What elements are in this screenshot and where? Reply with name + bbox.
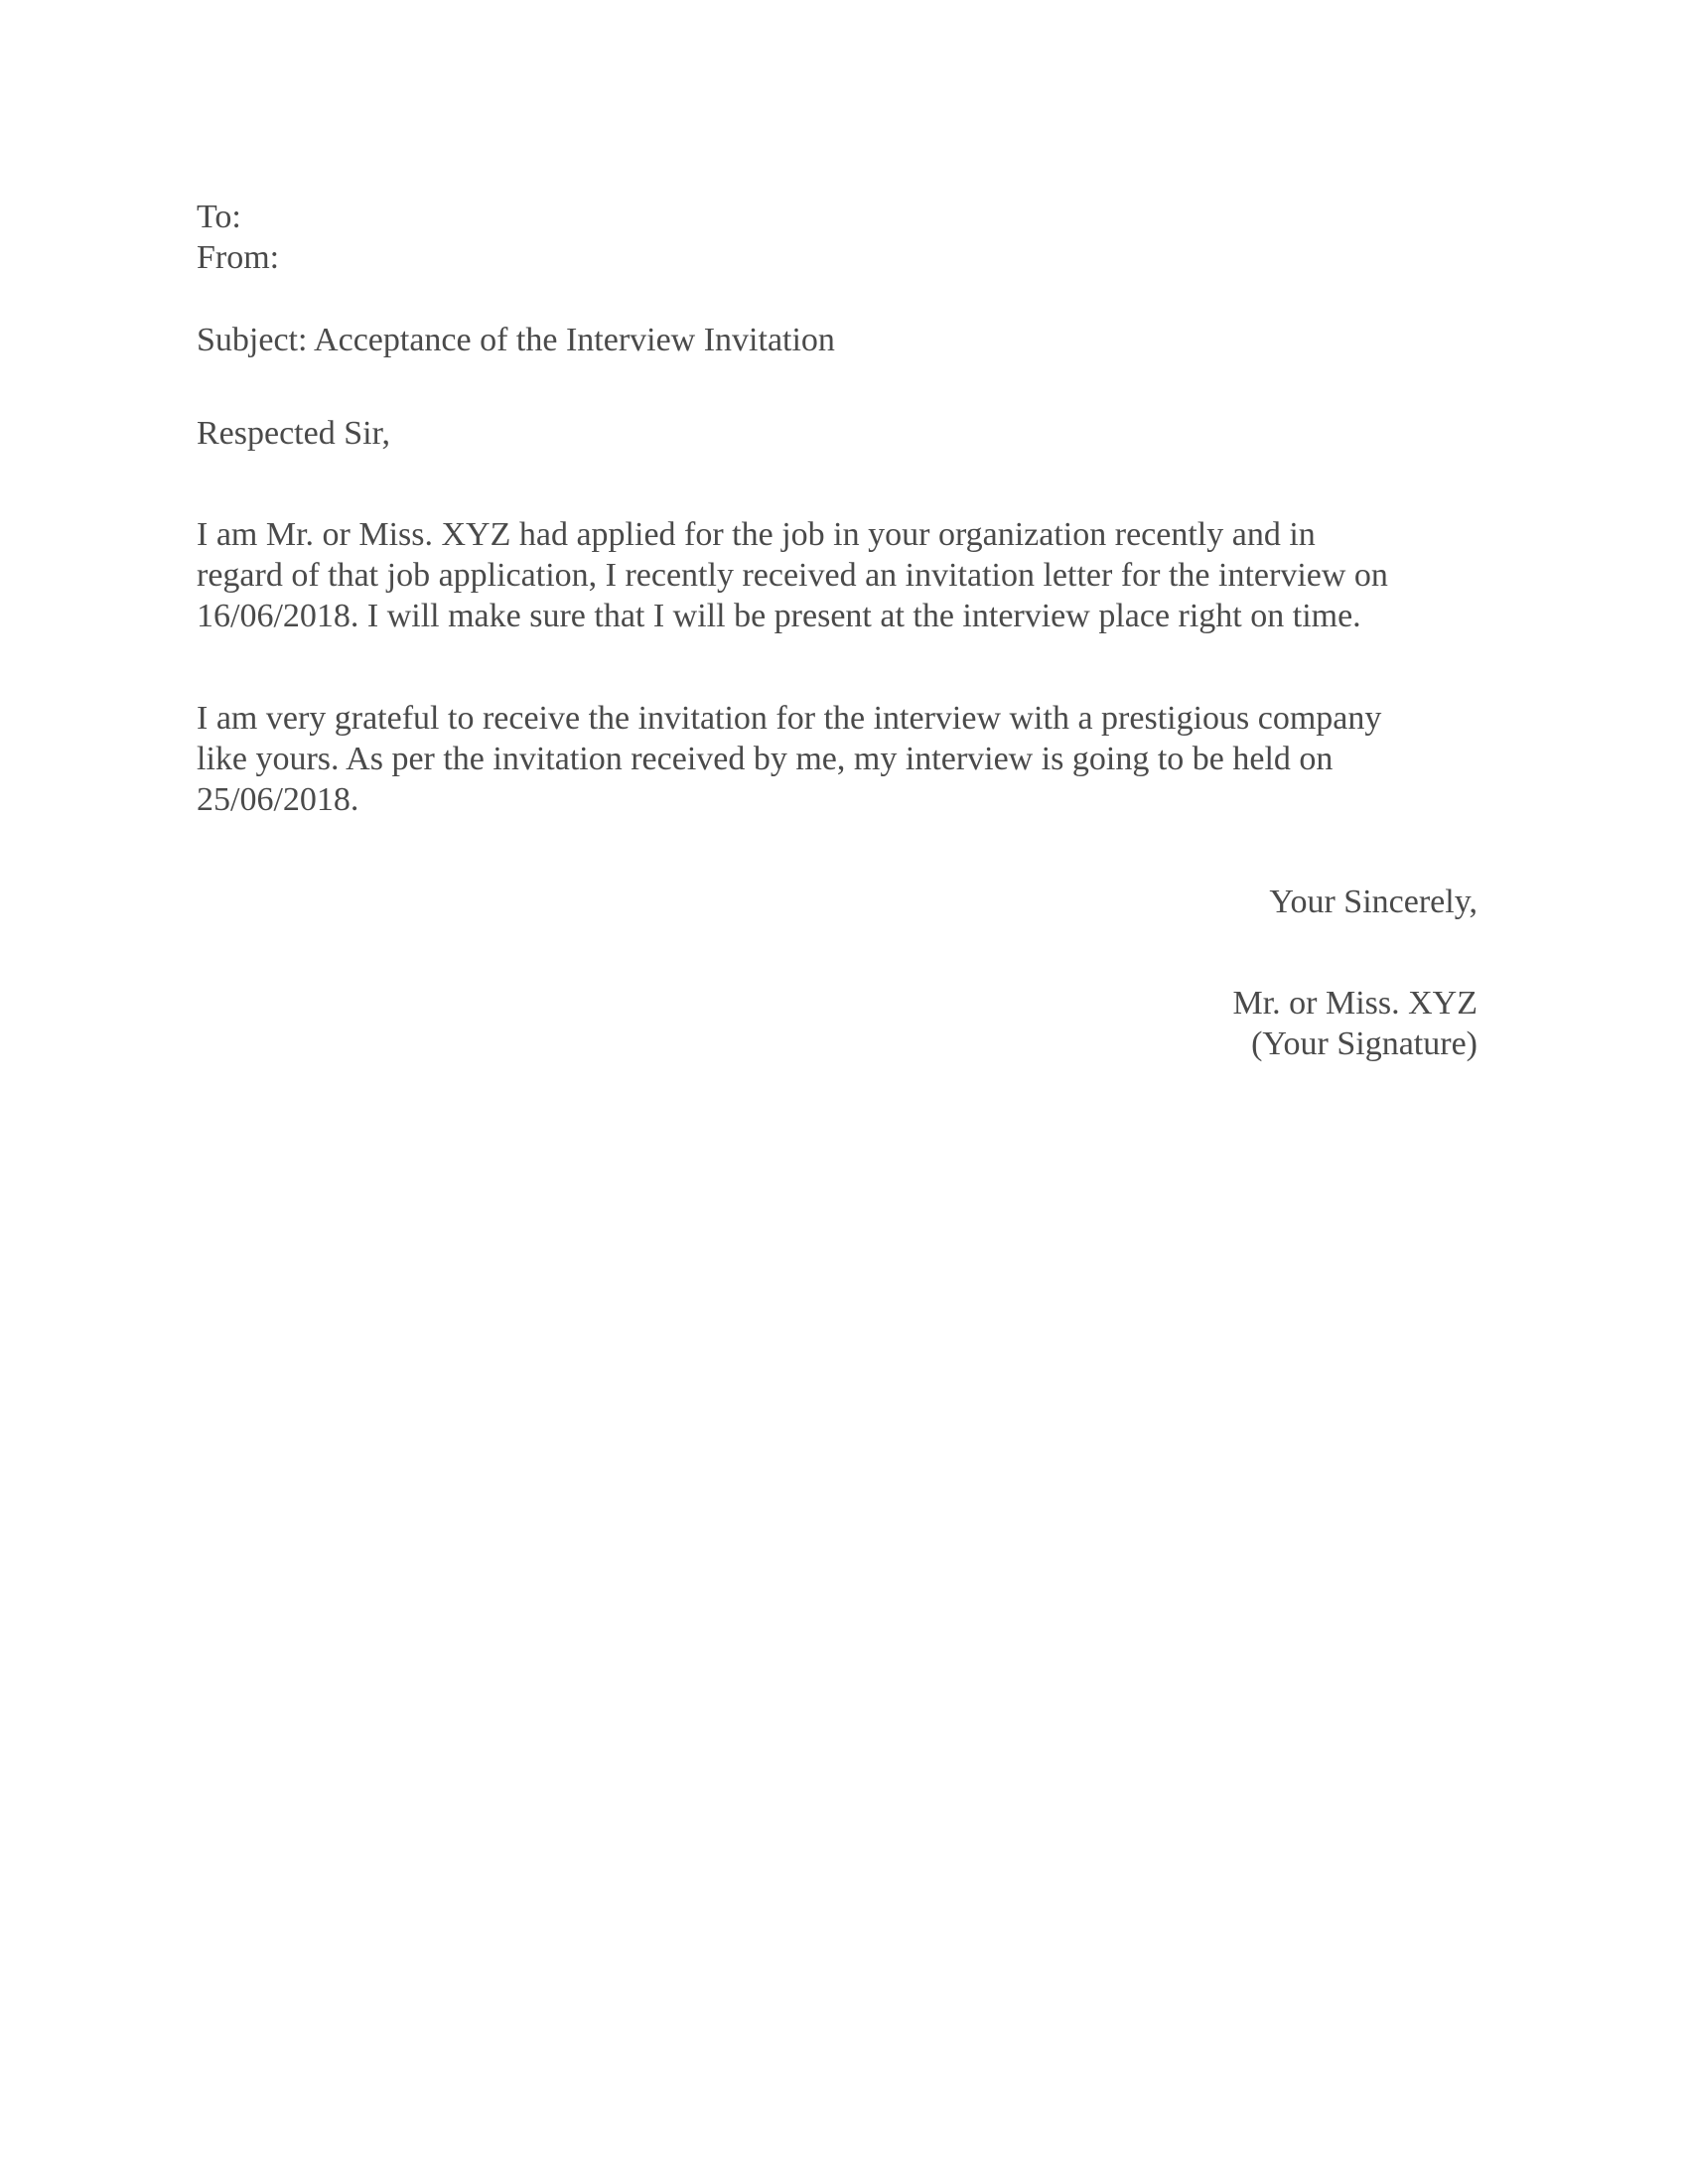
signature-block xyxy=(1232,983,1477,1064)
to-label: To: xyxy=(197,199,241,235)
from-label: From: xyxy=(197,239,280,276)
paragraph-line: I am very grateful to receive the invitation for the interview with a prestigious company xyxy=(197,700,1382,737)
paragraph-line: I am Mr. or Miss. XYZ had applied for the job in your organization recently and in xyxy=(197,516,1316,553)
body-paragraph-1 xyxy=(197,514,1388,636)
paragraph-line: regard of that job application, I recently received an invitation letter for the interview on xyxy=(197,557,1388,594)
subject-text: Subject: Acceptance of the Interview Invitation xyxy=(197,322,835,358)
body-paragraph-2 xyxy=(197,698,1381,820)
salutation xyxy=(197,413,390,454)
closing xyxy=(1269,882,1477,922)
sender-name: Mr. or Miss. XYZ xyxy=(1232,985,1477,1022)
salutation-text: Respected Sir, xyxy=(197,415,391,452)
address-block xyxy=(197,197,279,278)
signature-placeholder: (Your Signature) xyxy=(1251,1025,1477,1062)
paragraph-line: 16/06/2018. I will make sure that I will be present at the interview place right on time. xyxy=(197,598,1361,634)
paragraph-line: like yours. As per the invitation received by me, my interview is going to be held on xyxy=(197,741,1334,777)
paragraph-line: 25/06/2018. xyxy=(197,781,359,818)
closing-text: Your Sincerely, xyxy=(1269,884,1477,920)
subject-line xyxy=(197,320,835,360)
